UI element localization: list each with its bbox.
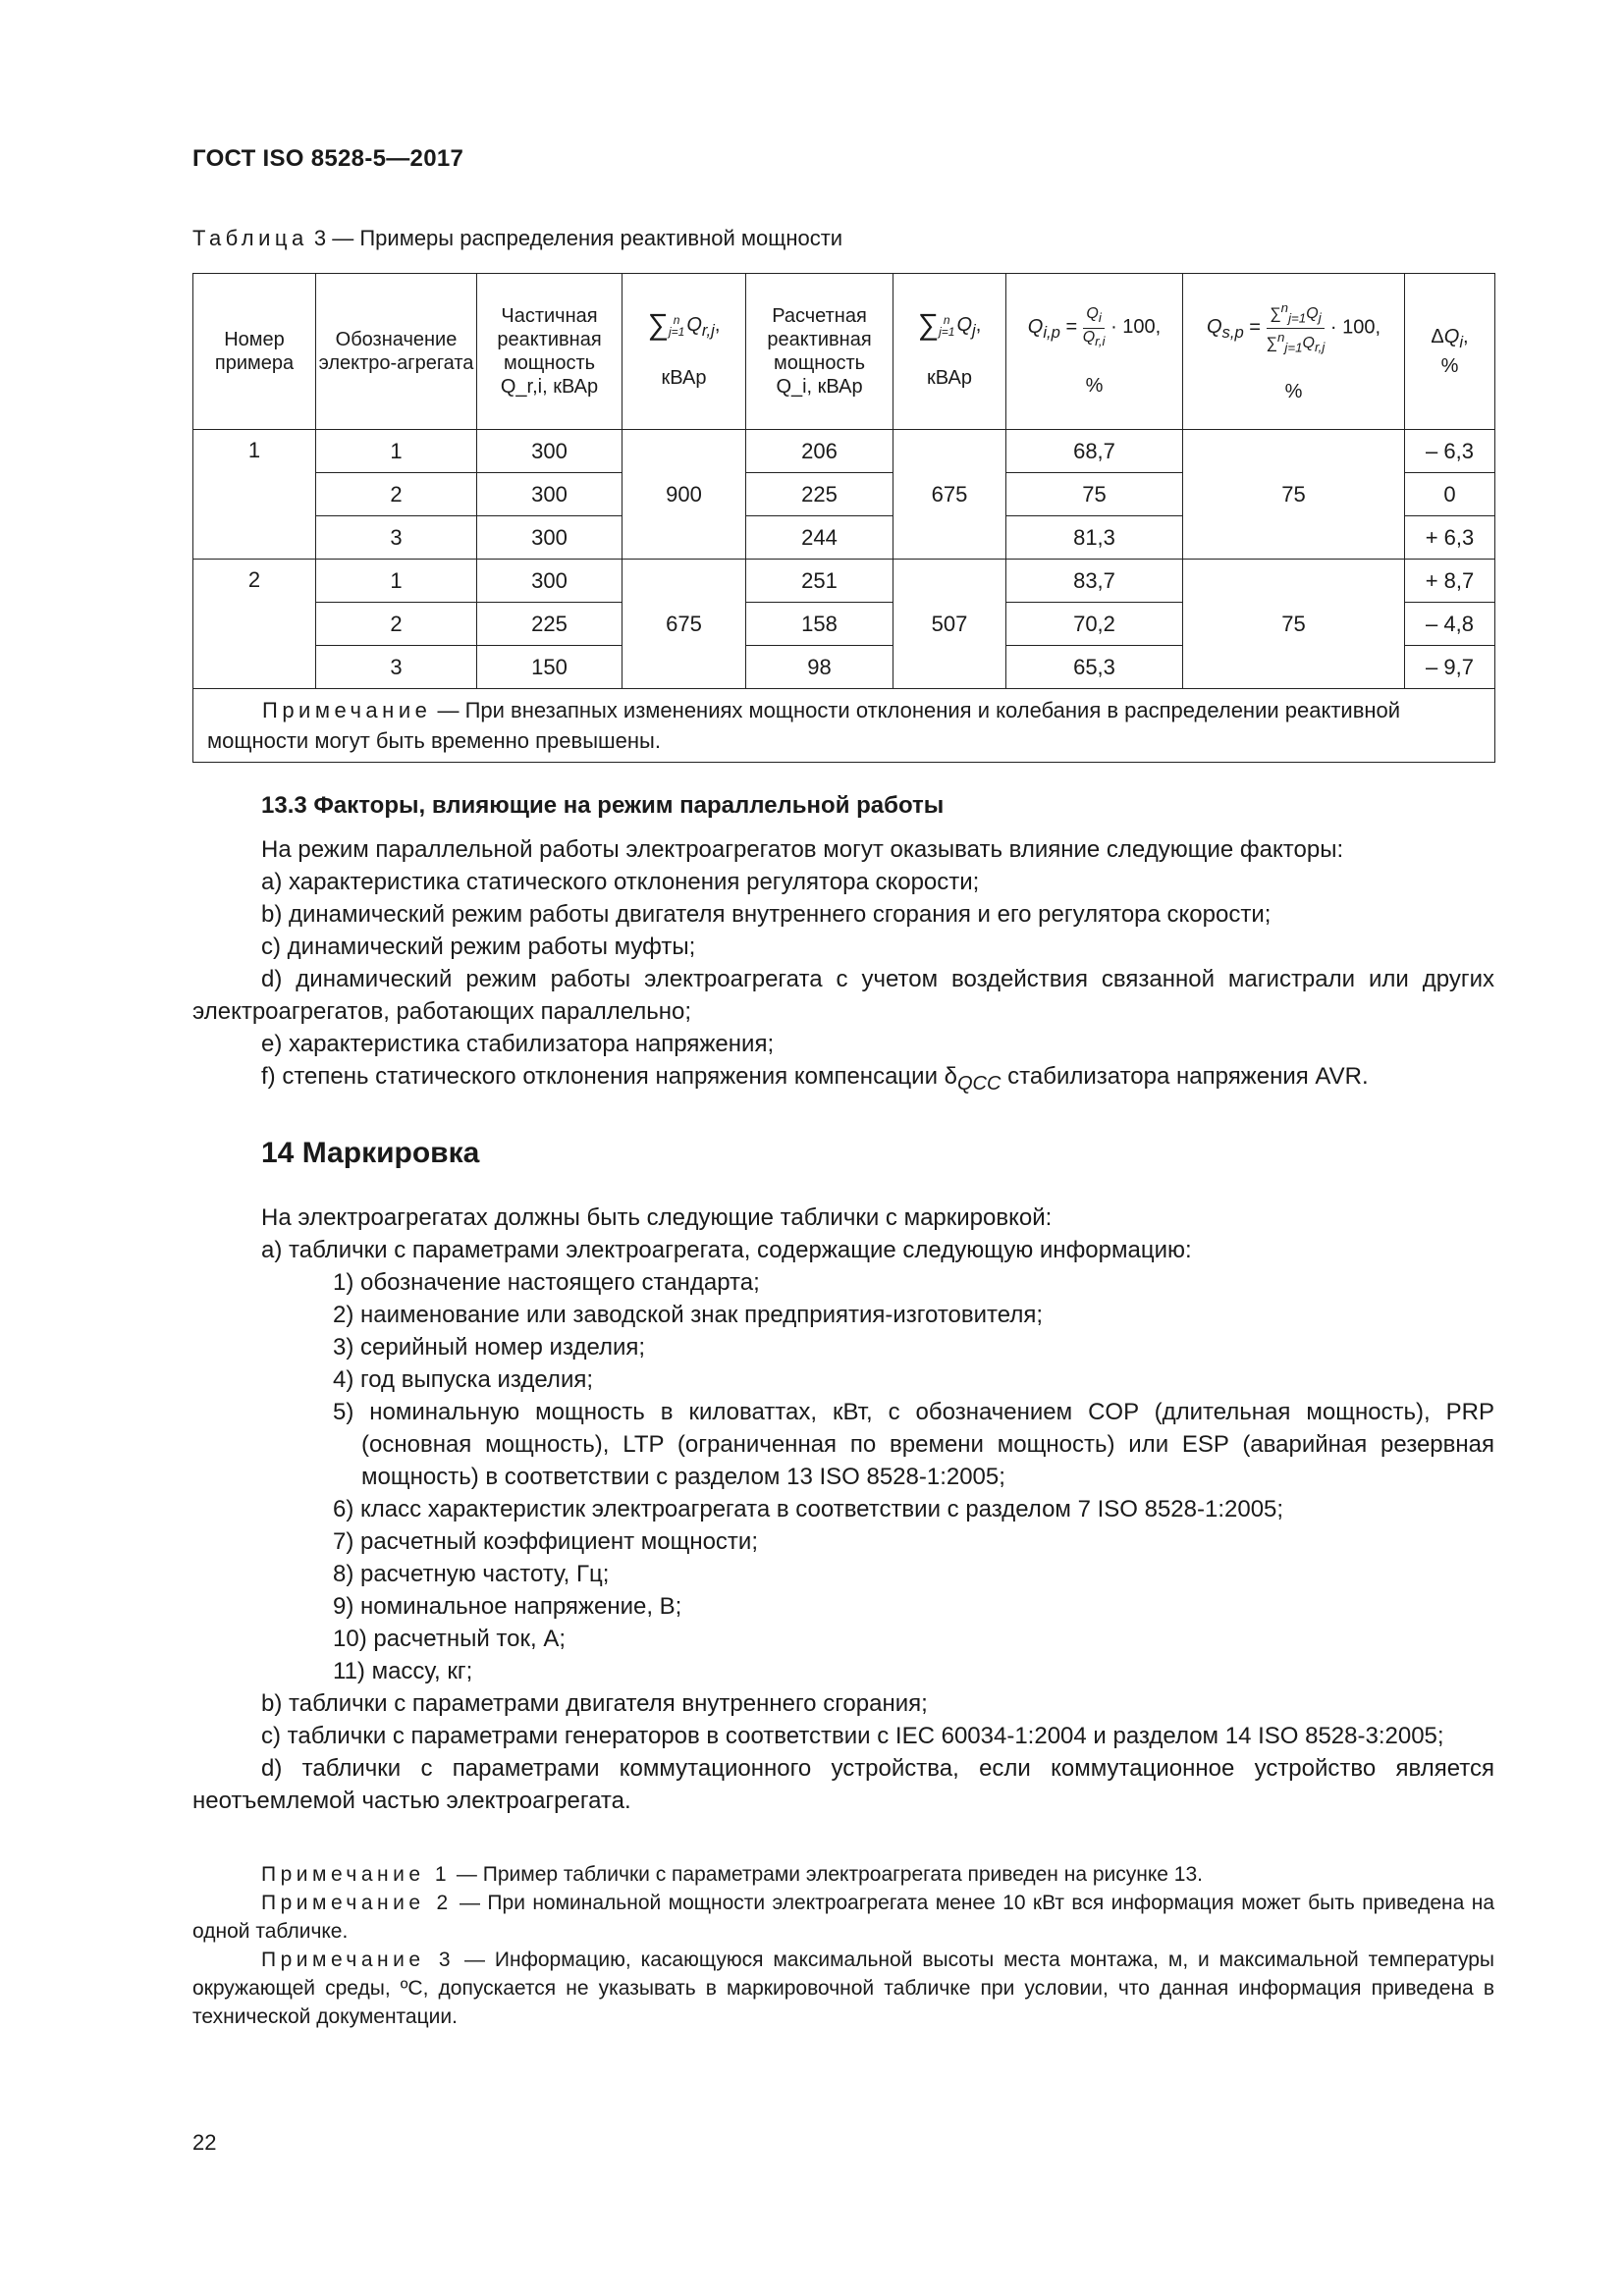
table-caption-label: Таблица [192, 226, 308, 250]
section-14-title: 14 Маркировка [261, 1137, 480, 1169]
list-item: d) таблички с параметрами коммутационного устройства, если коммутационное устройство является неотъемлемой частью электроагрегата. [192, 1755, 1494, 1814]
table-cell: 225 [477, 603, 623, 646]
table-cell: – 9,7 [1405, 646, 1495, 689]
example-number: 1 [193, 430, 316, 560]
list-item: a) характеристика статического отклонения регулятора скорости; [261, 869, 980, 895]
table-cell: 83,7 [1006, 560, 1183, 603]
table-cell: + 6,3 [1405, 516, 1495, 560]
list-item: b) динамический режим работы двигателя внутреннего сгорания и его регулятора скорости; [261, 901, 1272, 928]
table-note [193, 689, 1495, 763]
header-example-number: Номер примера [193, 274, 316, 430]
list-item: a) таблички с параметрами электроагрегата, содержащие следующую информацию: [261, 1237, 1192, 1263]
section-13-3 [192, 789, 1494, 1100]
sub-list-item: 3) серийный номер изделия; [333, 1334, 646, 1361]
reactive-power-table [192, 273, 1495, 763]
table-row [193, 430, 1495, 473]
table-cell: 2 [316, 473, 477, 516]
list-item: e) характеристика стабилизатора напряжения; [261, 1031, 775, 1057]
table-cell: 300 [477, 473, 623, 516]
example-number: 2 [193, 560, 316, 689]
table-cell: 158 [746, 603, 893, 646]
table-cell: 150 [477, 646, 623, 689]
notes-block [192, 1860, 1494, 2031]
note: Примечание 3 — Информацию, касающуюся максимальной высоты места монтажа, м, и максимальной температуры окружающей среды, ºС, допускается не указывать в маркировочной табличке при условии, что данная информация приведена в технической документации. [192, 1949, 1494, 2028]
header-delta-q: $\Delta Q_i$, % [1405, 274, 1495, 430]
note: Примечание 1 — Пример таблички с параметрами электроагрегата приведен на рисунке 13. [261, 1863, 1203, 1886]
table-cell: 3 [316, 516, 477, 560]
table-cell: 1 [316, 430, 477, 473]
table-cell: 206 [746, 430, 893, 473]
table-cell: 98 [746, 646, 893, 689]
list-item-f: f) степень статического отклонения напряжения компенсации $\delta_{QCC}$ стабилизатора напряжения AVR. [261, 1063, 1369, 1095]
table-cell-sum-q: 675 [893, 430, 1006, 560]
table-cell: 3 [316, 646, 477, 689]
sub-list-item: 11) массу, кг; [333, 1658, 473, 1684]
table-cell-sum-qr: 900 [623, 430, 746, 560]
list-item: c) динамический режим работы муфты; [261, 934, 696, 960]
table-cell: 244 [746, 516, 893, 560]
table-cell: – 4,8 [1405, 603, 1495, 646]
document-header: ГОСТ ISO 8528-5—2017 [192, 145, 464, 172]
table-cell: 81,3 [1006, 516, 1183, 560]
header-partial-reactive-power: Частичная реактивная мощность Q_r,i, кВАр [477, 274, 623, 430]
sub-list-item: 4) год выпуска изделия; [333, 1366, 594, 1393]
table-cell: 68,7 [1006, 430, 1183, 473]
list-item: b) таблички с параметрами двигателя внутреннего сгорания; [261, 1690, 928, 1717]
sub-list-item: 10) расчетный ток, А; [333, 1626, 566, 1652]
table-cell: 70,2 [1006, 603, 1183, 646]
sub-list-item: 8) расчетную частоту, Гц; [333, 1561, 610, 1587]
table-cell: 1 [316, 560, 477, 603]
sub-list-item: 7) расчетный коэффициент мощности; [333, 1528, 758, 1555]
header-sum-qr: ∑ n j=1 $Q_{r,j}$, кВАр [623, 274, 746, 430]
header-unit-designation: Обозначение электро-агрегата [316, 274, 477, 430]
table-cell-qs: 75 [1183, 430, 1405, 560]
note: Примечание 2 — При номинальной мощности электроагрегата менее 10 кВт вся информация может быть приведена на одной табличке. [192, 1892, 1494, 1943]
sub-list-item: 5) номинальную мощность в киловаттах, кВт, с обозначением COP (длительная мощность), PRP (основная мощность), LTP (ограниченная по времени мощность) или ESP (аварийная резервная мощность) в соответствии с разделом 13 ISO 8528-1:2005; [333, 1399, 1494, 1490]
table-note-text: — При внезапных изменениях мощности отклонения и колебания в распределении реактивной мощности могут быть временно превышены. [207, 698, 1401, 753]
table-cell: 65,3 [1006, 646, 1183, 689]
table-note-row [193, 689, 1495, 763]
table-cell: 0 [1405, 473, 1495, 516]
table-cell: 2 [316, 603, 477, 646]
list-item: d) динамический режим работы электроагрегата с учетом воздействия связанной магистрали или других электроагрегатов, работающих параллельно; [192, 966, 1494, 1025]
sub-list-item: 1) обозначение настоящего стандарта; [333, 1269, 760, 1296]
table-cell: 251 [746, 560, 893, 603]
table-cell: + 8,7 [1405, 560, 1495, 603]
sub-list-item: 9) номинальное напряжение, В; [333, 1593, 682, 1620]
table-note-label: Примечание [262, 698, 432, 722]
list-item: c) таблички с параметрами генераторов в соответствии с IEC 60034-1:2004 и разделом 14 ISO 8528-3:2005; [261, 1723, 1444, 1749]
table-row [193, 560, 1495, 603]
table-cell-qs: 75 [1183, 560, 1405, 689]
section-14-intro: На электроагрегатах должны быть следующие таблички с маркировкой: [261, 1204, 1053, 1231]
page-number: 22 [192, 2130, 217, 2155]
table-cell: 225 [746, 473, 893, 516]
section-13-3-intro: На режим параллельной работы электроагрегатов могут оказывать влияние следующие факторы: [261, 836, 1344, 863]
table-cell: 300 [477, 560, 623, 603]
header-qsp-formula: $Q_{s,p}$ = $\frac{\sum^n_{j=1}Q_j}{\sum^n_{j=1}Q_{r,j}}$ · 100, % [1183, 274, 1405, 430]
section-14 [192, 1201, 1494, 1817]
sub-list-item: 6) класс характеристик электроагрегата в соответствии с разделом 7 ISO 8528-1:2005; [333, 1496, 1284, 1522]
section-13-3-title: 13.3 Факторы, влияющие на режим параллельной работы [261, 792, 945, 819]
table-cell: 300 [477, 430, 623, 473]
table-cell: 75 [1006, 473, 1183, 516]
table-caption [192, 226, 842, 251]
sub-list-item: 2) наименование или заводской знак предприятия-изготовителя; [333, 1302, 1043, 1328]
table-cell-sum-qr: 675 [623, 560, 746, 689]
table-cell: 300 [477, 516, 623, 560]
header-qip-formula: $Q_{i,p}$ = $\frac{Q_i}{Q_{r,i}}$ · 100, % [1006, 274, 1183, 430]
table-cell: – 6,3 [1405, 430, 1495, 473]
table-caption-text: 3 — Примеры распределения реактивной мощности [313, 226, 843, 250]
table-cell-sum-q: 507 [893, 560, 1006, 689]
header-sum-q: ∑ n j=1 $Q_j$, кВАр [893, 274, 1006, 430]
header-calculated-reactive-power: Расчетная реактивная мощность Q_i, кВАр [746, 274, 893, 430]
